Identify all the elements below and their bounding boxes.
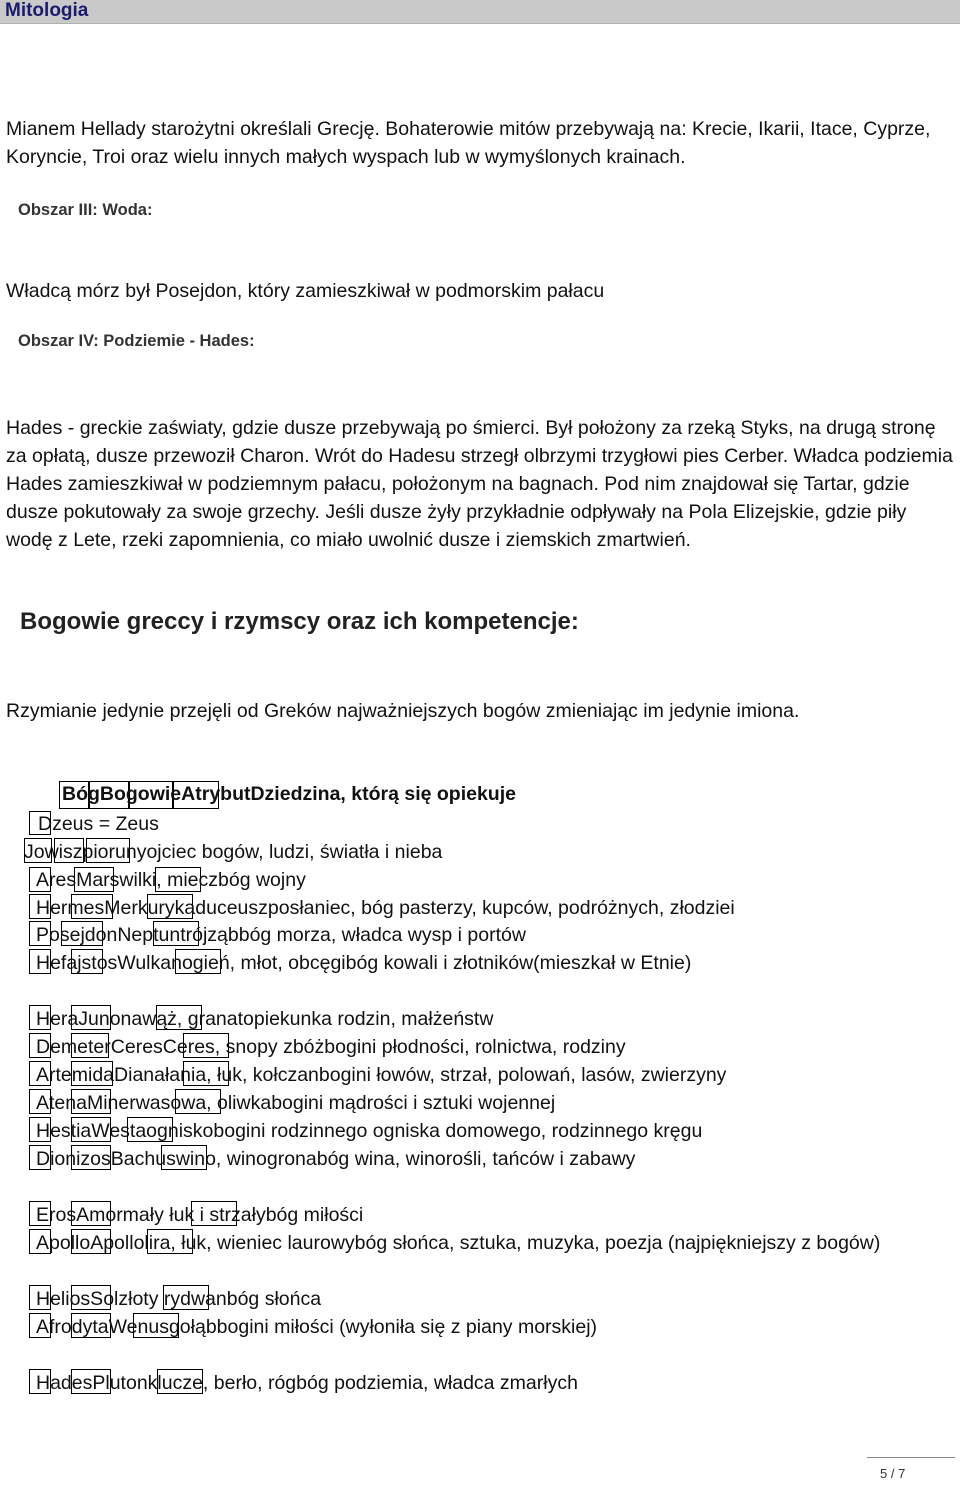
table-row: AresMarswilki, mieczbóg wojny — [36, 869, 306, 891]
table-row: HestiaWestaogniskobogini rodzinnego ogniska domowego, rodzinnego kręgu — [36, 1120, 703, 1142]
table-row: ApolloApollolira, łuk, wieniec laurowybóg słońca, sztuka, muzyka, poezja (najpiękniejszy z bogów) — [36, 1232, 881, 1254]
footer-divider — [867, 1457, 955, 1458]
table-row: HadesPlutonklucze, berło, rógbóg podziemia, władca zmarłych — [36, 1372, 578, 1394]
bogowie-text: Rzymianie jedynie przejęli od Greków najważniejszych bogów zmieniając im jedynie imiona. — [6, 700, 800, 722]
table-row: Dzeus = Zeus — [38, 813, 159, 835]
table-row: ErosAmormały łuk i strzałybóg miłości — [36, 1204, 364, 1226]
table-row: Jowiszpiorunyojciec bogów, ludzi, światła i nieba — [24, 841, 443, 863]
obszar-4-text: Hades - greckie zaświaty, gdzie dusze przebywają po śmierci. Był położony za rzeką Styks, na drugą stronę za opłatą, dusze przewoził Charon. Wrót do Hadesu strzegł olbrzymi trzygłowi pies Cerber. Władca podziemia Hades zamieszkiwał w podziemnym pałacu, położonym na bagnach. Pod nim znajdował się Tartar, gdzie dusze pokutowały za swoje grzechy. Jeśli dusze żyły przykładnie odpływały na Pola Elizejskie, gdzie piły wodę z Lete, rzeki zapomnienia, co miało uwolnić dusze i ziemskich zmartwień. — [6, 417, 953, 551]
obszar-3-text: Władcą mórz był Posejdon, który zamieszkiwał w podmorskim pałacu — [6, 280, 605, 302]
table-row: PosejdonNeptuntrójząbbóg morza, władca wysp i portów — [36, 924, 526, 946]
intro-paragraph: Mianem Hellady starożytni określali Grecję. Bohaterowie mitów przebywają na: Krecie, Ikarii, Itace, Cyprze, Koryncie, Troi oraz wielu innych małych wyspach lub w wymyślonych krainach. — [6, 118, 931, 168]
table-row: DionizosBachuswino, winogronabóg wina, winorośli, tańców i zabawy — [36, 1148, 636, 1170]
page-number: 5 / 7 — [880, 1466, 906, 1481]
document-title: Mitologia — [5, 0, 89, 21]
table-row: HermesMerkurykaduceuszposłaniec, bóg pasterzy, kupców, podróżnych, złodziei — [36, 897, 735, 919]
section-title-obszar-4: Obszar IV: Podziemie - Hades: — [18, 332, 255, 350]
table-row: ArtemidaDianałania, łuk, kołczanbogini łowów, strzał, polowań, lasów, zwierzyny — [36, 1064, 727, 1086]
table-row: HeraJunonawąż, granatopiekunka rodzin, małżeństw — [36, 1008, 494, 1030]
section-title-bogowie: Bogowie greccy i rzymscy oraz ich kompetencje: — [20, 608, 579, 635]
table-row: AtenaMinerwasowa, oliwkabogini mądrości i sztuki wojennej — [36, 1092, 556, 1114]
table-row: HefajstosWulkanogień, młot, obcęgibóg kowali i złotników(mieszkał w Etnie) — [36, 952, 692, 974]
table-row: HeliosSolzłoty rydwanbóg słońca — [36, 1288, 322, 1310]
table-header: BógBogowieAtrybutDziedzina, którą się opiekuje — [62, 783, 516, 805]
section-title-obszar-3: Obszar III: Woda: — [18, 201, 153, 219]
window-header — [0, 0, 960, 24]
table-row: DemeterCeresCeres, snopy zbóżbogini płodności, rolnictwa, rodziny — [36, 1036, 626, 1058]
table-row: AfrodytaWenusgołąbbogini miłości (wyłoniła się z piany morskiej) — [36, 1316, 598, 1338]
